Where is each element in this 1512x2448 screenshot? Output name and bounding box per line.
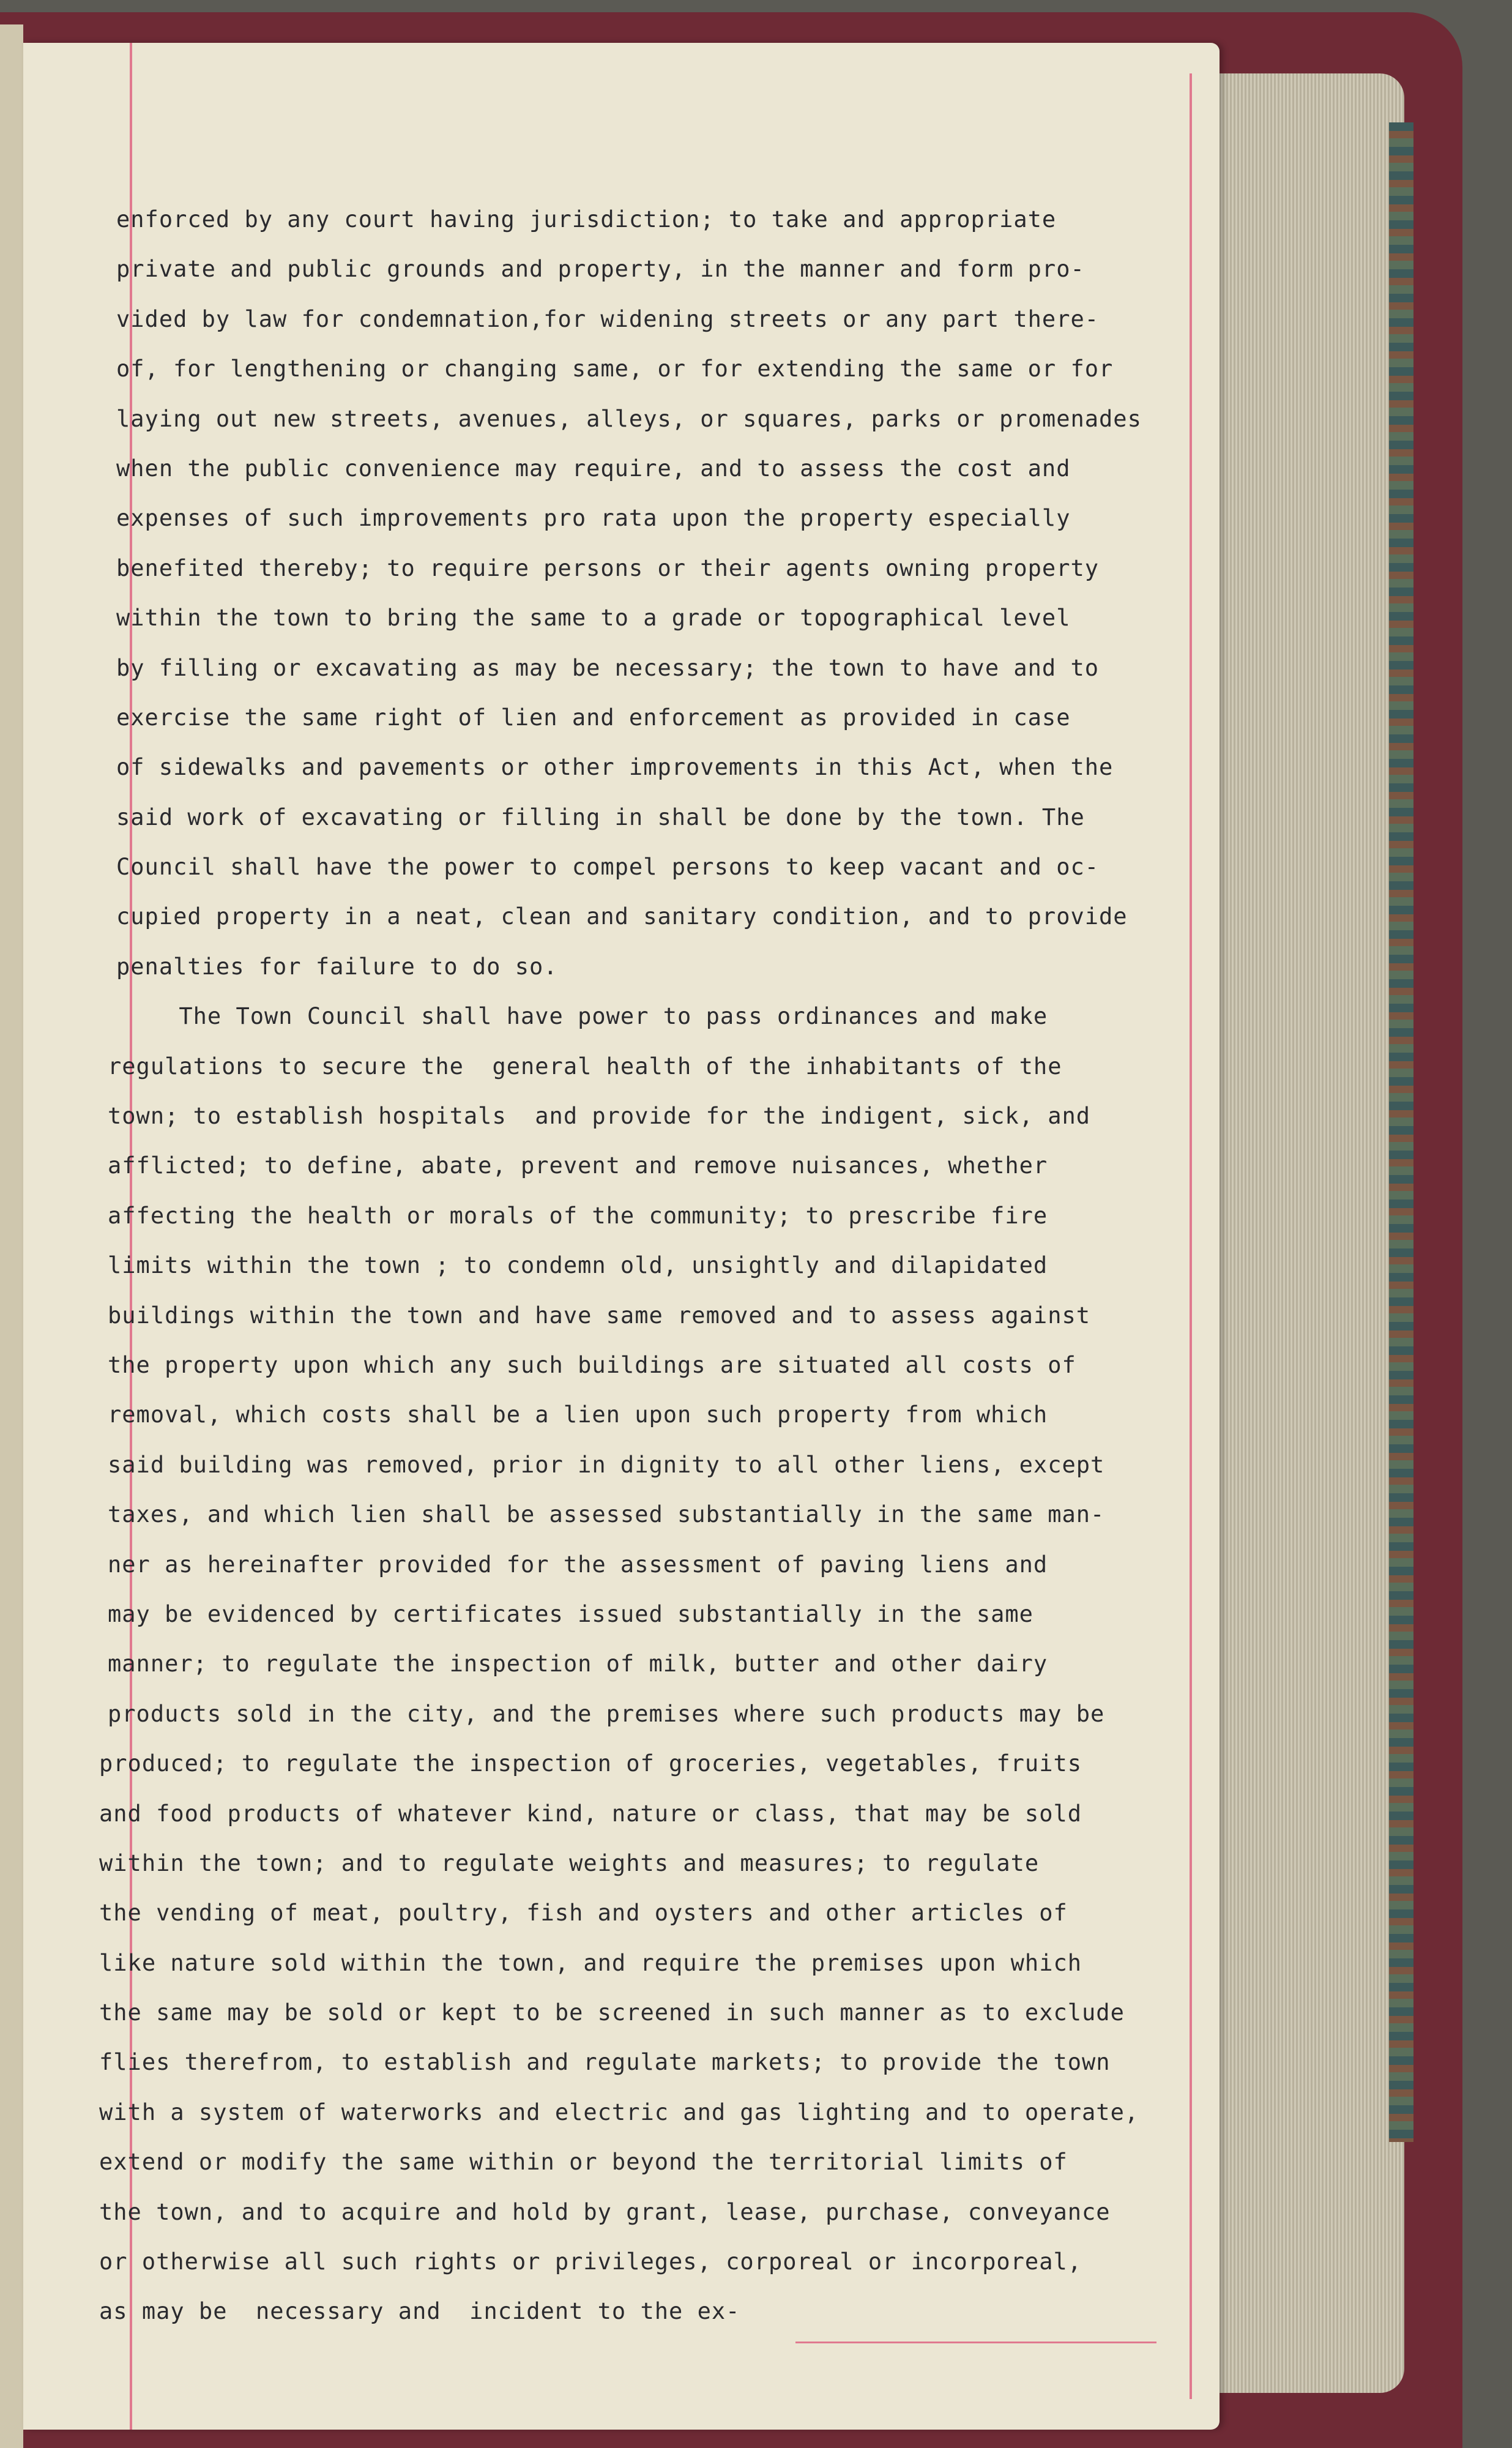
text-line: the town, and to acquire and hold by grant, lease, purchase, conveyance <box>99 2198 1111 2225</box>
text-line: flies therefrom, to establish and regulate markets; to provide the town <box>99 2049 1111 2076</box>
typed-text-body <box>99 195 1205 2337</box>
text-line: of, for lengthening or changing same, or for extending the same or for <box>116 356 1114 382</box>
text-line: the same may be sold or kept to be screened in such manner as to exclude <box>99 1999 1125 2026</box>
text-line: taxes, and which lien shall be assessed substantially in the same man- <box>108 1501 1105 1528</box>
end-of-text-rule <box>795 2342 1156 2343</box>
text-line: like nature sold within the town, and require the premises upon which <box>99 1949 1082 1976</box>
text-line: when the public convenience may require, and to assess the cost and <box>116 455 1071 482</box>
text-line: private and public grounds and property, in the manner and form pro- <box>116 256 1085 283</box>
text-line: penalties for failure to do so. <box>116 953 558 980</box>
text-line: extend or modify the same within or beyond the territorial limits of <box>99 2149 1068 2176</box>
text-line: the property upon which any such buildings are situated all costs of <box>108 1351 1076 1378</box>
text-line: of sidewalks and pavements or other improvements in this Act, when the <box>116 754 1114 781</box>
text-line: or otherwise all such rights or privileges, corporeal or incorporeal, <box>99 2248 1082 2275</box>
text-line: by filling or excavating as may be necessary; the town to have and to <box>116 654 1100 681</box>
text-line: benefited thereby; to require persons or their agents owning property <box>116 554 1100 581</box>
text-line: laying out new streets, avenues, alleys, or squares, parks or promenades <box>116 405 1142 432</box>
text-line: afflicted; to define, abate, prevent and remove nuisances, whether <box>108 1152 1048 1179</box>
text-line: town; to establish hospitals and provide for the indigent, sick, and <box>108 1103 1091 1130</box>
text-line: manner; to regulate the inspection of milk, butter and other dairy <box>108 1651 1048 1677</box>
text-line: may be evidenced by certificates issued substantially in the same <box>108 1600 1033 1627</box>
text-line: said work of excavating or filling in shall be done by the town. The <box>116 804 1085 830</box>
text-line: as may be necessary and incident to the ex- <box>99 2298 740 2325</box>
text-line: and food products of whatever kind, nature or class, that may be sold <box>99 1800 1082 1827</box>
text-line: Council shall have the power to compel persons to keep vacant and oc- <box>116 854 1100 881</box>
text-line: buildings within the town and have same removed and to assess against <box>108 1302 1091 1329</box>
text-line: cupied property in a neat, clean and sanitary condition, and to provide <box>116 903 1128 930</box>
text-line: ner as hereinafter provided for the assessment of paving liens and <box>108 1551 1048 1578</box>
text-line: within the town; and to regulate weights and measures; to regulate <box>99 1849 1040 1876</box>
text-line: said building was removed, prior in dignity to all other liens, except <box>108 1451 1105 1478</box>
facing-page-edge <box>0 24 23 2448</box>
text-line: regulations to secure the general health of the inhabitants of the <box>108 1053 1062 1080</box>
text-line: enforced by any court having jurisdiction; to take and appropriate <box>116 206 1057 233</box>
text-line: the vending of meat, poultry, fish and oysters and other articles of <box>99 1900 1068 1927</box>
text-line: exercise the same right of lien and enforcement as provided in case <box>116 704 1071 731</box>
marbled-edge <box>1389 122 1413 2142</box>
text-line: vided by law for condemnation,for widening streets or any part there- <box>116 305 1100 332</box>
text-line: affecting the health or morals of the community; to prescribe fire <box>108 1202 1048 1229</box>
text-line: within the town to bring the same to a grade or topographical level <box>116 605 1071 632</box>
text-line: expenses of such improvements pro rata upon the property especially <box>116 505 1071 532</box>
page-block-edge <box>1202 73 1404 2393</box>
text-line: The Town Council shall have power to pass ordinances and make <box>108 1003 1048 1030</box>
text-line: removal, which costs shall be a lien upon such property from which <box>108 1401 1048 1428</box>
text-line: products sold in the city, and the premises where such products may be <box>108 1700 1105 1727</box>
text-line: limits within the town ; to condemn old, unsightly and dilapidated <box>108 1252 1048 1279</box>
text-line: with a system of waterworks and electric and gas lighting and to operate, <box>99 2099 1139 2125</box>
text-line: produced; to regulate the inspection of groceries, vegetables, fruits <box>99 1750 1082 1777</box>
